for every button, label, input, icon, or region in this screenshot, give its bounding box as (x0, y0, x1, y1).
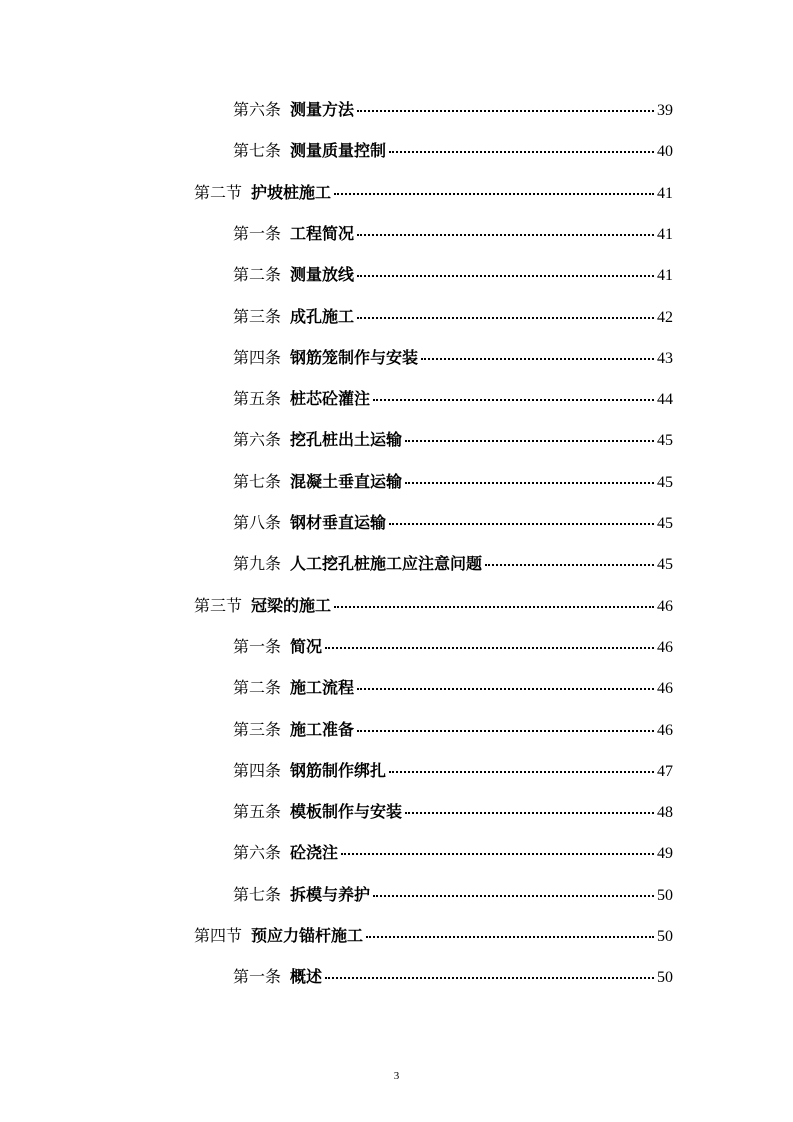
toc-leader-dots (405, 440, 654, 442)
toc-entry-title: 钢材垂直运输 (290, 513, 387, 532)
toc-entry-page: 39 (657, 102, 673, 119)
toc-entry[interactable] (233, 224, 673, 245)
toc-entry-page: 45 (657, 432, 673, 450)
toc-entry-page: 42 (657, 308, 673, 326)
toc-entry-title: 成孔施工 (290, 306, 355, 326)
toc-entry-number: 第七条 (233, 471, 282, 491)
toc-entry-title: 混凝土垂直运输 (290, 471, 403, 491)
toc-entry-page: 41 (657, 225, 673, 243)
toc-entry-title: 概述 (290, 967, 323, 987)
toc-entry-page: 41 (657, 267, 673, 285)
toc-entry[interactable] (233, 802, 673, 823)
toc-entry[interactable] (233, 307, 673, 328)
toc-entry[interactable] (233, 637, 673, 658)
toc-entry-page: 46 (657, 597, 673, 615)
toc-entry-number: 第六条 (233, 100, 282, 119)
toc-entry-title: 简况 (290, 636, 323, 656)
page-number: 3 (393, 1070, 400, 1082)
toc-entry[interactable] (233, 967, 673, 988)
toc-leader-dots (357, 110, 654, 112)
toc-entry-number: 第一条 (233, 223, 282, 243)
toc-entry-page: 48 (657, 804, 673, 822)
toc-entry-number: 第四节 (194, 926, 243, 945)
toc-entry[interactable] (194, 183, 673, 204)
toc-entry[interactable] (233, 554, 673, 575)
toc-entry[interactable] (194, 926, 673, 947)
toc-entry-number: 第四条 (233, 347, 282, 367)
toc-entry-number: 第五条 (233, 389, 282, 409)
toc-entry[interactable] (194, 596, 673, 617)
toc-leader-dots (325, 647, 654, 649)
toc-entry[interactable] (233, 430, 673, 451)
toc-entry-page: 46 (657, 638, 673, 656)
toc-entry-number: 第三条 (233, 719, 282, 739)
toc-leader-dots (357, 730, 654, 732)
toc-leader-dots (366, 936, 654, 938)
toc-entry[interactable] (233, 843, 673, 864)
toc-leader-dots (334, 606, 654, 608)
toc-entry[interactable] (233, 100, 673, 121)
toc-entry-page: 45 (657, 473, 673, 491)
toc-entry-page: 45 (657, 515, 673, 532)
toc-entry-title: 挖孔桩出土运输 (290, 430, 403, 450)
toc-entry-title: 工程简况 (290, 223, 355, 243)
toc-leader-dots (357, 317, 654, 319)
toc-entry[interactable] (233, 265, 673, 286)
toc-leader-dots (389, 151, 654, 153)
toc-leader-dots (373, 399, 654, 401)
toc-entry-number: 第二条 (233, 678, 282, 698)
toc-entry-number: 第七条 (233, 884, 282, 904)
toc-entry[interactable] (233, 720, 673, 741)
toc-entry-page: 46 (657, 680, 673, 698)
toc-entry-title: 测量方法 (290, 100, 355, 119)
toc-entry-number: 第六条 (233, 430, 282, 450)
toc-leader-dots (389, 523, 654, 525)
toc-leader-dots (341, 853, 654, 855)
toc-entry-page: 43 (657, 349, 673, 367)
toc-leader-dots (405, 812, 654, 814)
toc-entry-title: 测量放线 (290, 265, 355, 285)
toc-entry-page: 50 (657, 928, 673, 945)
toc-entry-number: 第一条 (233, 967, 282, 987)
toc-entry-number: 第一条 (233, 636, 282, 656)
toc-entry-page: 41 (657, 184, 673, 202)
toc-entry-page: 49 (657, 845, 673, 863)
toc-entry[interactable] (233, 678, 673, 699)
toc-leader-dots (389, 771, 654, 773)
toc-entry-page: 46 (657, 721, 673, 739)
toc-entry-number: 第四条 (233, 760, 282, 780)
toc-entry-page: 44 (657, 391, 673, 409)
toc-entry-number: 第三节 (194, 595, 243, 615)
toc-entry-title: 护坡桩施工 (251, 182, 332, 202)
toc-entry[interactable] (233, 513, 673, 534)
toc-entry-title: 钢筋制作绑扎 (290, 760, 387, 780)
toc-entry[interactable] (233, 141, 673, 162)
toc-entry-number: 第九条 (233, 554, 282, 574)
toc-leader-dots (421, 358, 654, 360)
toc-entry-page: 40 (657, 143, 673, 161)
toc-leader-dots (357, 688, 654, 690)
toc-entry-title: 施工准备 (290, 719, 355, 739)
toc-entry-title: 预应力锚杆施工 (251, 926, 364, 945)
toc-entry-number: 第八条 (233, 513, 282, 532)
toc-entry[interactable] (233, 885, 673, 906)
toc-entry-title: 冠梁的施工 (251, 595, 332, 615)
toc-leader-dots (325, 977, 654, 979)
toc-entry-title: 施工流程 (290, 678, 355, 698)
toc-entry-title: 桩芯砼灌注 (290, 389, 371, 409)
toc-entry[interactable] (233, 348, 673, 369)
toc-entry-page: 45 (657, 556, 673, 574)
toc-entry[interactable] (233, 761, 673, 782)
toc-entry-number: 第五条 (233, 802, 282, 822)
toc-entry-number: 第二节 (194, 182, 243, 202)
toc-entry-page: 50 (657, 886, 673, 904)
toc-leader-dots (357, 234, 654, 236)
toc-entry-number: 第二条 (233, 265, 282, 285)
toc-entry-title: 拆模与养护 (290, 884, 371, 904)
toc-entry-title: 人工挖孔桩施工应注意问题 (290, 554, 483, 574)
toc-leader-dots (357, 275, 654, 277)
toc-leader-dots (334, 193, 654, 195)
toc-entry-page: 47 (657, 762, 673, 780)
toc-leader-dots (373, 895, 654, 897)
toc-entry-page: 50 (657, 969, 673, 987)
toc-entry[interactable] (233, 389, 673, 410)
toc-entry-title: 钢筋笼制作与安装 (290, 347, 419, 367)
toc-entry[interactable] (233, 472, 673, 493)
toc-leader-dots (485, 564, 654, 566)
toc-leader-dots (405, 482, 654, 484)
toc-entry-number: 第三条 (233, 306, 282, 326)
toc-entry-title: 测量质量控制 (290, 141, 387, 161)
toc-entry-number: 第六条 (233, 843, 282, 863)
toc-entry-title: 砼浇注 (290, 843, 339, 863)
toc-entry-title: 模板制作与安装 (290, 802, 403, 822)
toc-entry-number: 第七条 (233, 141, 282, 161)
